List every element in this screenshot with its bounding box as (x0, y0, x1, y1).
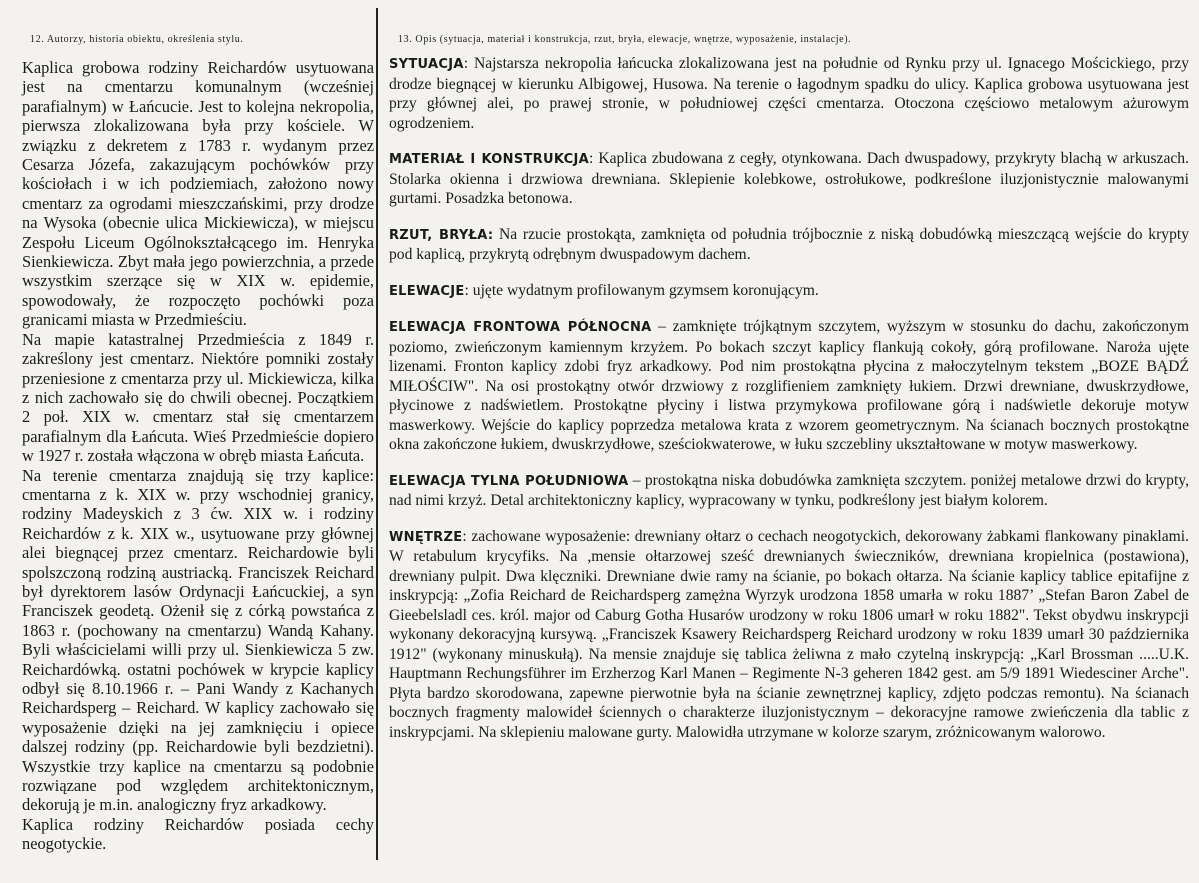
section-12-header: 12. Autorzy, historia obiektu, określenia stylu. (30, 34, 244, 45)
section-label: WNĘTRZE (389, 529, 463, 545)
section-text: zamknięte trójkątnym szczytem, wyższym w stosunku do dachu, zakończonym poziomo, zwieńczonym kamiennym krzyżem. Po bokach szczyt kaplicy flankują cokoły, górą profilowane. Naroża ujęte lizenami. Fronton kaplicy zdobi fryz arkadkowy. Pod nim prostokątna płycina z małoczytelnym tekstem „BOZE BĄDŹ MIŁOŚCIW". Na osi prostokątny otwór drzwiowy z rozglifieniem zamknięty łukiem. Drzwi drewniane, dwuskrzydłowe, płycinowe z nadświetlem. Prostokątne płyciny i listwa przymykowa profilowane górą i nadświetle dekoruje motyw maswerkowy. Wejście do kaplicy poprzedza metalowa krata z wzorem geometrycznym. Na ścianach bocznych prostokątne okna zakończone łukiem, dwuskrzydłowe, sześciokwaterowe, w łuku szczebliny ukształtowane w motyw maswerkowy. (389, 318, 1190, 453)
section-text: ujęte wydatnym profilowanym gzymsem koronującym. (472, 281, 819, 299)
section-elevations: ELEWACJE: ujęte wydatnym profilowanym gzymsem koronującym. (389, 281, 819, 299)
section-label: ELEWACJA TYLNA POŁUDNIOWA (389, 473, 629, 489)
section-interior: WNĘTRZE: zachowane wyposażenie: drewniany ołtarz o cechach neogotyckich, dekorowany żabkami flankowany pinaklami. W retabulum krycyfiks. Na ,mensie ołtarzowej sześć drewnianych świeczników, drewniana kropielnica (postawiona), drewniany pulpit. Dwa klęczniki. Drewniane dwie ramy na ścianie, po bokach ołtarza. Na ścianie kaplicy tablice epitafijne z inskrypcją: „Zofia Reichard de Reichardsperg zamężna Wyrzyk urodzona 1858 umarła w roku 1887’ „Stefan Baron Zabel de Gieebelsladl ces. król. major od Caburg Gotha Husarów urodzony w roku 1806 umarł w roku 1882". Tekst obydwu inskrypcji wykonany dekoracyjną kursywą. „Franciszek Ksawery Reichardsperg Reichard urodzony w roku 1839 umarł 30 października 1912" (wykonany minuskułą). Na mensie znajduje się tablica żeliwna z mało czytelną inskrypcją: „Karl Brossman .....U.K. Hauptmann Rechungsführer im Erzherzog Karl Manen – Regimente N-3 geheren 1842 gest. am 5/9 1891 Wiedesciner Arche". Płyta bardzo skorodowana, zapewne pierwotnie była na ścianie zewnętrznej kaplicy, zdjęto podczas remontu). Na ścianach bocznych fragmenty malowideł ściennych o charakterze iluzjonistycznym – dekoracyjne ramowe zwieńczenia dla tablic z inskrypcjami. Na sklepieniu malowane gurty. Malowidła utrzymane w kolorze szarym, zróżnicowanym walorowo. (389, 527, 1189, 741)
column-divider (376, 8, 378, 860)
section-text: Najstarsza nekropolia łańcucka zlokalizowana jest na południe od Rynku przy ul. Ignacego Mościckiego, przy drodze biegnącej w kierunku Albigowej, Husowa. Na terenie o łagodnym spadku do ulicy. Kaplica grobowa usytuowana jest przy głównej alei, po prawej stronie, w południowej części cmentarza. Otoczona częściowo metalowym ażurowym ogrodzeniem. (389, 55, 1189, 132)
section-text: prostokątna niska dobudówka zamknięta szczytem. poniżej metalowe drzwi do krypty, nad nimi krzyż. Detal architektoniczny kaplicy, wypracowany w tynku, podkreślony jest białym kolorem. (389, 471, 1189, 509)
section-label: ELEWACJA FRONTOWA PÓŁNOCNA (389, 320, 652, 335)
history-paragraph: Na terenie cmentarza znajdują się trzy kaplice: cmentarna z k. XIX w. przy wschodniej granicy, rodziny Madeyskich z 3 ćw. XIX w. i rodziny Reichardów z k. XIX w., usytuowane przy głównej alei biegnącej przez cmentarz. Reichardowie byli spolszczoną rodziną austriacką. Franciszek Reichard był dyrektorem lasów Ordynacji Łańcuckiej, a syn Franciszek geodetą. Ożenił się z córką powstańca z 1863 r. (pochowany na cmentarzu) Wandą Kahany. Byli właścicielami willi przy ul. Sienkiewicza 5 zw. Reichardówką. ostatni pochówek w krypcie kaplicy odbył się 8.10.1966 r. – Pani Wandy z Kachanych Reichardsperg – Reichard. W kaplicy zachowało się wyposażenie dzięki na jej zamknięciu i opiece dalszej rodziny (pp. Reichardowie byli bezdzietni). Wszystkie trzy kaplice na cmentarzu są podobnie rozwiązane pod względem architektonicznym, dekorują je m.in. analogiczny fryz arkadkowy. (22, 465, 374, 815)
section-situation: SYTUACJA: Najstarsza nekropolia łańcucka zlokalizowana jest na południe od Rynku przy ul. Ignacego Mościckiego, przy drodze biegnącej w kierunku Albigowej, Husowa. Na terenie o łagodnym spadku do ulicy. Kaplica grobowa usytuowana jest przy głównej alei, po prawej stronie, w południowej części cmentarza. Otoczona częściowo metalowym ażurowym ogrodzeniem. (389, 55, 1189, 132)
section-plan (389, 225, 1189, 265)
description-column (389, 54, 1189, 742)
section-material: MATERIAŁ I KONSTRUKCJA: Kaplica zbudowana z cegły, otynkowana. Dach dwuspadowy, przykryty blachą w arkuszach. Stolarka okienna i drzwiowa drewniana. Sklepienie kolebkowe, ostrołukowe, podkreślone iluzjonistycznie malowanymi gurtami. Posadzka betonowa. (389, 150, 1189, 207)
history-paragraph: Na mapie katastralnej Przedmieścia z 1849 r. zakreślony jest cmentarz. Niektóre pomniki zostały przeniesione z cmentarza przy ul. Mickiewicza, kilka z nich zachowało się do chwili obecnej. Początkiem 2 poł. XIX w. cmentarz stał się cmentarzem parafialnym dla Łańcuta. Wieś Przedmieście dopiero w 1927 r. została włączona w obręb miasta Łańcuta. (22, 329, 374, 466)
section-text: Na rzucie prostokąta, zamknięta od południa trójbocznie z niską dobudówką mieszczącą wejście do krypty pod kaplicą, przykrytą odrębnym dwuspadowym dachem. (389, 225, 1189, 263)
section-13-header: 13. Opis (sytuacja, materiał i konstrukcja, rzut, bryła, elewacje, wnętrze, wyposażenie, instalacje). (398, 34, 852, 45)
history-column (22, 58, 374, 854)
history-paragraph: Kaplica rodziny Reichardów posiada cechy neogotyckie. (22, 814, 374, 854)
section-text: zachowane wyposażenie: drewniany ołtarz o cechach neogotyckich, dekorowany żabkami flankowany pinaklami. W retabulum krycyfiks. Na ,mensie ołtarzowej sześć drewnianych świeczników, drewniana kropielnica (postawiona), drewniany pulpit. Dwa klęczniki. Drewniane dwie ramy na ścianie, po bokach ołtarza. Na ścianie kaplicy tablice epitafijne z inskrypcją: „Zofia Reichard de Reichardsperg zamężna Wyrzyk urodzona 1858 umarła w roku 1887’ „Stefan Baron Zabel de Gieebelsladl ces. król. major od Caburg Gotha Husarów urodzony w roku 1806 umarł w roku 1882". Tekst obydwu inskrypcji wykonany dekoracyjną kursywą. „Franciszek Ksawery Reichardsperg Reichard urodzony w roku 1839 umarł 30 października 1912" (wykonany minuskułą). Na mensie znajduje się tablica żeliwna z mało czytelną inskrypcją: „Karl Brossman .....U.K. Hauptmann Rechungsführer im Erzherzog Karl Manen – Regimente N-3 geheren 1842 gest. am 5/9 1891 Wiedesciner Arche". Płyta bardzo skorodowana, zapewne pierwotnie była na ścianie zewnętrznej kaplicy, zdjęto podczas remontu). Na ścianach bocznych fragmenty malowideł ściennych o charakterze iluzjonistycznym – dekoracyjne ramowe zwieńczenia dla tablic z inskrypcjami. Na sklepieniu malowane gurty. Malowidła utrzymane w kolorze szarym, zróżnicowanym walorowo. (389, 527, 1189, 741)
section-label: ELEWACJE (389, 283, 465, 299)
section-front-elevation: ELEWACJA FRONTOWA PÓŁNOCNA – zamknięte trójkątnym szczytem, wyższym w stosunku do dachu, zakończonym poziomo, zwieńczonym kamiennym krzyżem. Po bokach szczyt kaplicy flankują cokoły, górą profilowane. Naroża ujęte lizenami. Fronton kaplicy zdobi fryz arkadkowy. Pod nim prostokątna płycina z małoczytelnym tekstem „BOZE BĄDŹ MIŁOŚCIW". Na osi prostokątny otwór drzwiowy z rozglifieniem zamknięty łukiem. Drzwi drewniane, dwuskrzydłowe, płycinowe z nadświetlem. Prostokątne płyciny i listwa przymykowa profilowane górą i nadświetle dekoruje motyw maswerkowy. Wejście do kaplicy poprzedza metalowa krata z wzorem geometrycznym. Na ścianach bocznych prostokątne okna zakończone łukiem, dwuskrzydłowe, sześciokwaterowe, w łuku szczebliny ukształtowane w motyw maswerkowy. (389, 318, 1190, 453)
section-rear-elevation: ELEWACJA TYLNA POŁUDNIOWA – prostokątna niska dobudówka zamknięta szczytem. poniżej metalowe drzwi do krypty, nad nimi krzyż. Detal architektoniczny kaplicy, wypracowany w tynku, podkreślony jest białym kolorem. (389, 471, 1189, 509)
section-label: MATERIAŁ I KONSTRUKCJA (389, 152, 589, 167)
section-label: RZUT, BRYŁA: (389, 227, 494, 243)
section-label: SYTUACJA (389, 57, 464, 72)
history-paragraph: Kaplica grobowa rodziny Reichardów usytuowana jest na cmentarzu komunalnym (wcześniej parafialnym) w Łańcucie. Jest to kolejna nekropolia, pierwsza zlokalizowana była przy kościele. W związku z dekretem z 1783 r. wydanym przez Cesarza Józefa, zakazującym pochówków przy kościołach i w ich podziemiach, założono nowy cmentarz za ogrodami mieszczańskimi, przy drodze na Wysoka (obecnie ulica Mickiewicza), w miejscu Zespołu Liceum Ogólnokształcącego im. Henryka Sienkiewicza. Zbyt mała jego powierzchnia, a przede wszystkim szerzące się w XIX w. epidemie, spowodowały, że rozpoczęto pochówki poza granicami miasta w Przedmieściu. (22, 58, 374, 330)
section-text: Kaplica zbudowana z cegły, otynkowana. Dach dwuspadowy, przykryty blachą w arkuszach. Stolarka okienna i drzwiowa drewniana. Sklepienie kolebkowe, ostrołukowe, podkreślone iluzjonistycznie malowanymi gurtami. Posadzka betonowa. (389, 150, 1189, 207)
